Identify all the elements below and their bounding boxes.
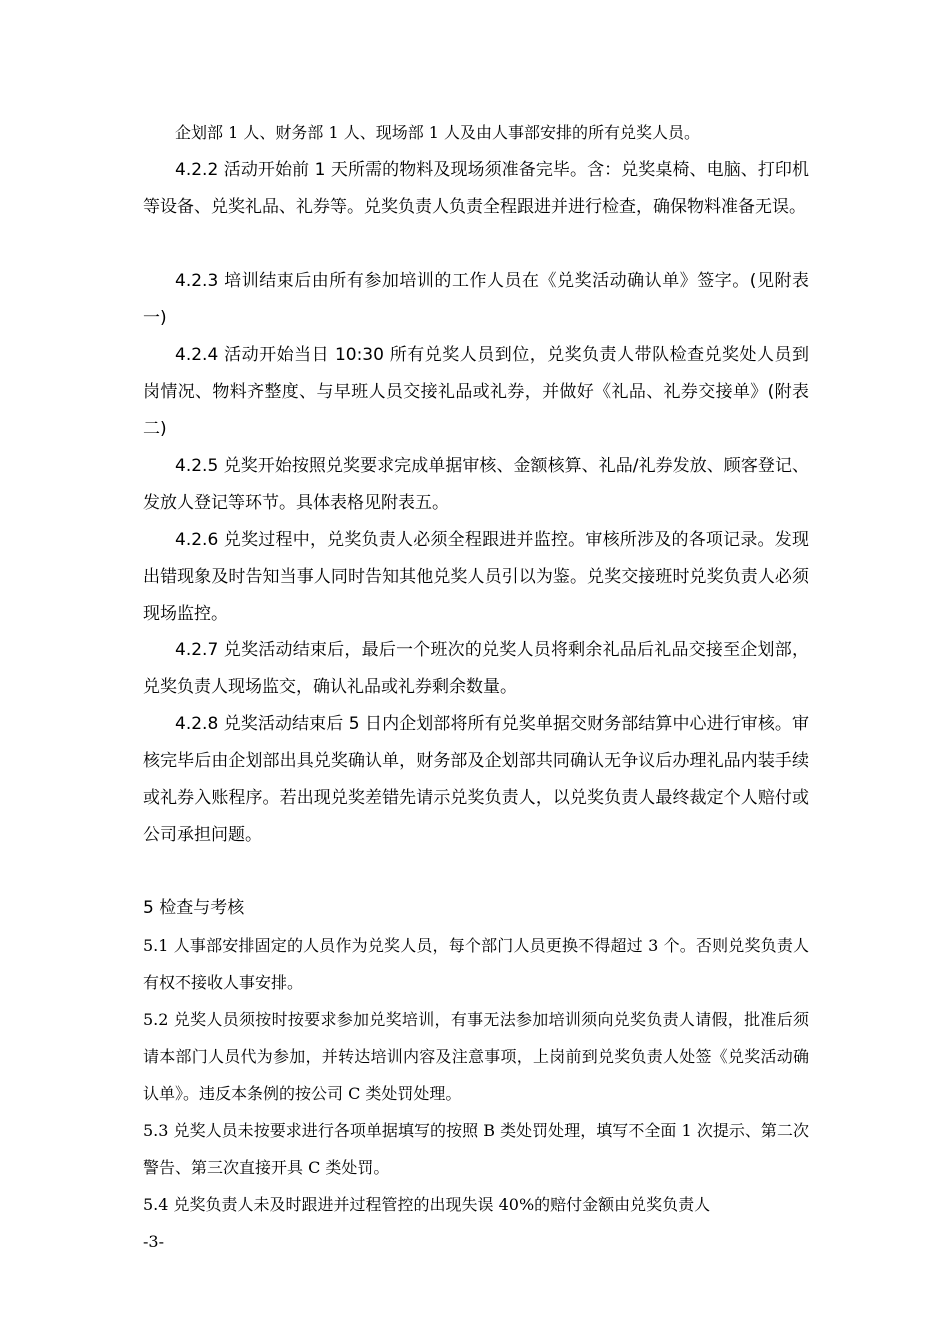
clause-5-2: 5.2 兑奖人员须按时按要求参加兑奖培训，有事无法参加培训须向兑奖负责人请假，批准后须请本部门人员代为参加，并转达培训内容及注意事项，上岗前到兑奖负责人处签《兑奖活动确认单》。违反本条例的按公司 C 类处罚处理。	[143, 1010, 809, 1103]
clause-5-3: 5.3 兑奖人员未按要求进行各项单据填写的按照 B 类处罚处理，填写不全面 1 次提示、第二次警告、第三次直接开具 C 类处罚。	[143, 1121, 809, 1177]
paragraph-4-2-7: 4.2.7 兑奖活动结束后，最后一个班次的兑奖人员将剩余礼品后礼品交接至企划部，兑奖负责人现场监交，确认礼品或礼券剩余数量。	[143, 640, 809, 697]
paragraph-4-2-4: 4.2.4 活动开始当日 10:30 所有兑奖人员到位，兑奖负责人带队检查兑奖处人员到岗情况、物料齐整度、与早班人员交接礼品或礼券，并做好《礼品、礼券交接单》(附表二)	[143, 345, 809, 439]
paragraph-continuation: 企划部 1 人、财务部 1 人、现场部 1 人及由人事部安排的所有兑奖人员。	[175, 123, 701, 142]
page-number: -3-	[143, 1232, 164, 1251]
clause-5-1: 5.1 人事部安排固定的人员作为兑奖人员，每个部门人员更换不得超过 3 个。否则兑奖负责人有权不接收人事安排。	[143, 936, 809, 992]
paragraph-4-2-3: 4.2.3 培训结束后由所有参加培训的工作人员在《兑奖活动确认单》签字。(见附表一)	[143, 271, 809, 328]
paragraph-4-2-2: 4.2.2 活动开始前 1 天所需的物料及现场须准备完毕。含：兑奖桌椅、电脑、打印机等设备、兑奖礼品、礼券等。兑奖负责人负责全程跟进并进行检查，确保物料准备无误。	[143, 160, 809, 217]
paragraph-4-2-5: 4.2.5 兑奖开始按照兑奖要求完成单据审核、金额核算、礼品/礼券发放、顾客登记、发放人登记等环节。具体表格见附表五。	[143, 456, 809, 513]
paragraph-4-2-6: 4.2.6 兑奖过程中，兑奖负责人必须全程跟进并监控。审核所涉及的各项记录。发现出错现象及时告知当事人同时告知其他兑奖人员引以为鉴。兑奖交接班时兑奖负责人必须现场监控。	[143, 530, 809, 624]
section-heading: 5 检查与考核	[143, 898, 245, 918]
clause-5-4: 5.4 兑奖负责人未及时跟进并过程管控的出现失误 40%的赔付金额由兑奖负责人	[143, 1195, 711, 1214]
paragraph-4-2-8: 4.2.8 兑奖活动结束后 5 日内企划部将所有兑奖单据交财务部结算中心进行审核。审核完毕后由企划部出具兑奖确认单，财务部及企划部共同确认无争议后办理礼品内装手续或礼券入账程序。若出现兑奖差错先请示兑奖负责人，以兑奖负责人最终裁定个人赔付或公司承担问题。	[143, 714, 809, 845]
